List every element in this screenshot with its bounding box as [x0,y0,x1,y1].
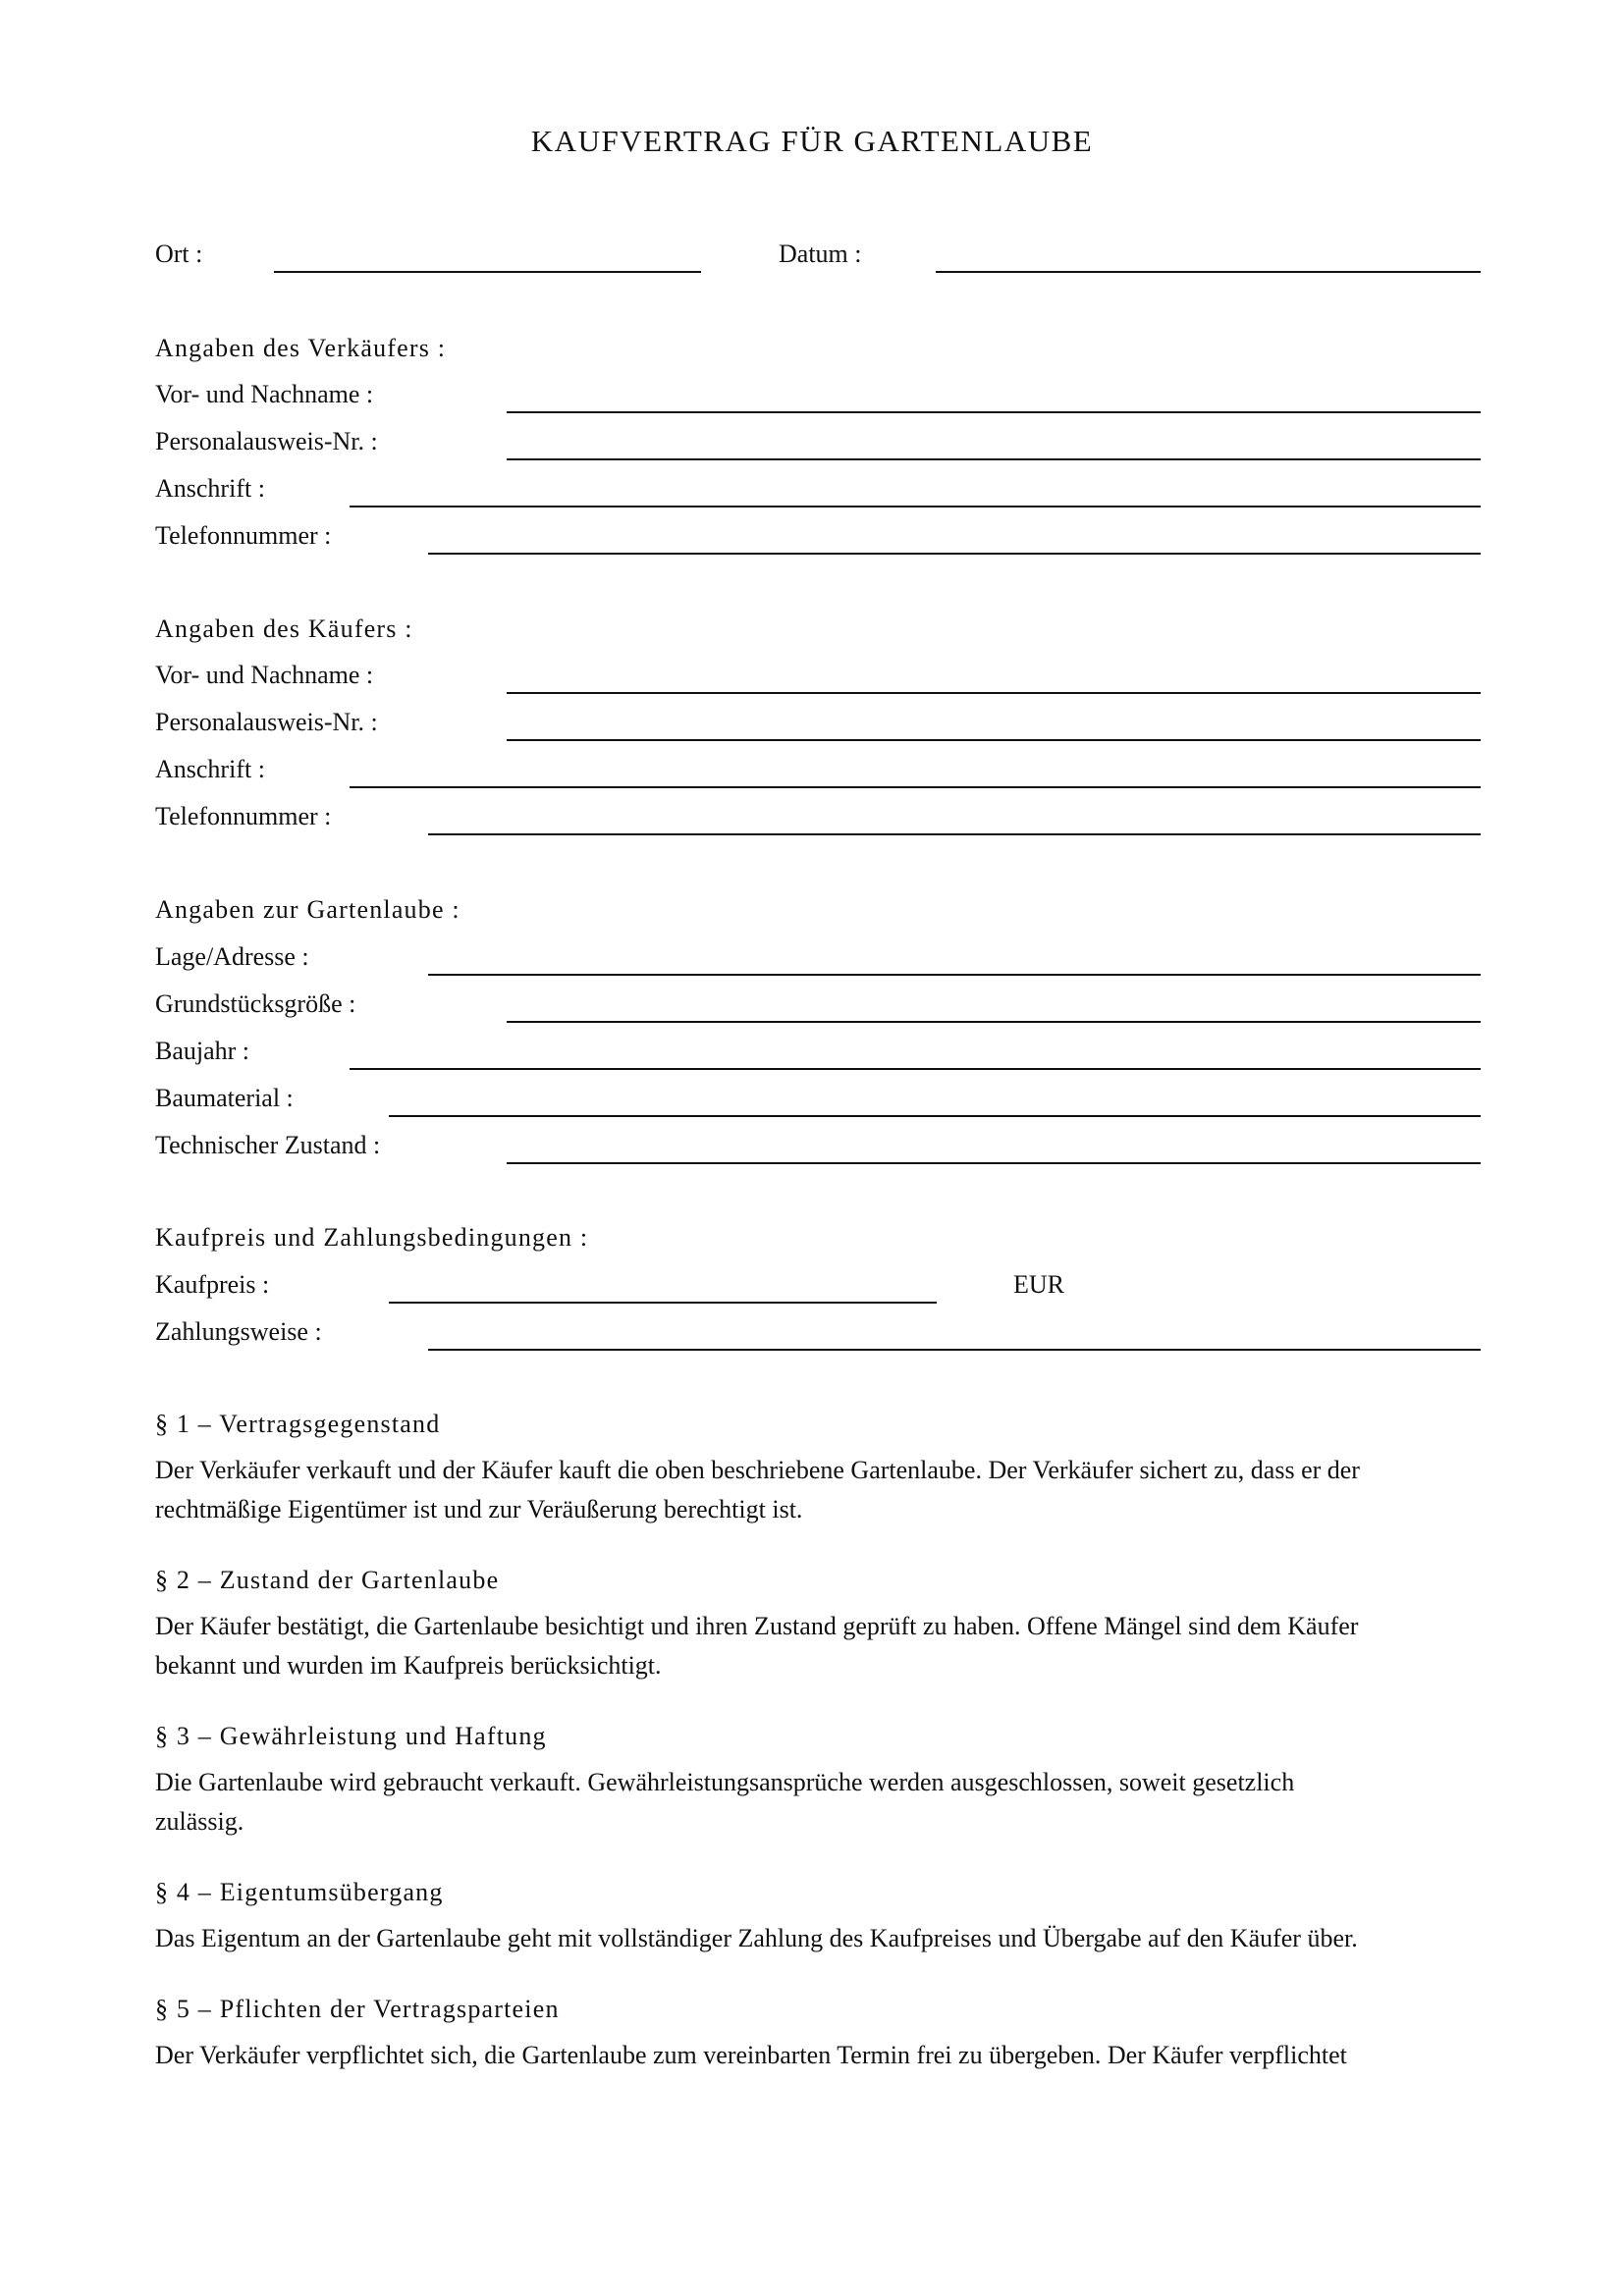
seller-id-field[interactable] [507,458,1481,460]
property-material-field[interactable] [389,1115,1481,1117]
property-size-label: Grundstücksgröße : [155,989,356,1018]
datum-label: Datum : [779,240,862,268]
section-3-text [155,1763,1481,1842]
section-3-heading: § 3 – Gewährleistung und Haftung [155,1722,547,1750]
section-5-line-1: Der Verkäufer verpflichtet sich, die Gartenlaube zum vereinbarten Termin frei zu übergeben. Der Käufer verpflichtet [155,2041,1347,2069]
section-4-heading: § 4 – Eigentumsübergang [155,1878,444,1906]
seller-phone-field[interactable] [428,553,1481,555]
buyer-heading: Angaben des Käufers : [155,614,413,643]
property-location-field[interactable] [428,974,1481,976]
seller-id-label: Personalausweis-Nr. : [155,427,378,455]
document-title: KAUFVERTRAG FÜR GARTENLAUBE [530,124,1094,158]
price-label: Kaufpreis : [155,1270,270,1299]
property-location-label: Lage/Adresse : [155,942,309,971]
seller-phone-label: Telefonnummer : [155,521,332,550]
section-2-heading: § 2 – Zustand der Gartenlaube [155,1566,500,1594]
buyer-id-field[interactable] [507,739,1481,741]
section-4-text [155,1919,1481,1958]
property-condition-field[interactable] [507,1162,1481,1164]
payment-method-field[interactable] [428,1349,1481,1351]
property-year-field[interactable] [350,1068,1481,1070]
section-1-line-1: Der Verkäufer verkauft und der Käufer kauft die oben beschriebene Gartenlaube. Der Verkäufer sichert zu, dass er der [155,1456,1360,1484]
section-2-line-1: Der Käufer bestätigt, die Gartenlaube besichtigt und ihren Zustand geprüft zu haben. Offene Mängel sind dem Käufer [155,1612,1359,1640]
property-year-label: Baujahr : [155,1037,250,1065]
buyer-name-field[interactable] [507,692,1481,694]
seller-name-label: Vor- und Nachname : [155,380,374,408]
section-2-text [155,1607,1481,1685]
ort-label: Ort : [155,240,203,268]
property-condition-label: Technischer Zustand : [155,1131,381,1159]
buyer-phone-label: Telefonnummer : [155,802,332,830]
buyer-phone-field[interactable] [428,833,1481,835]
payment-heading: Kaufpreis und Zahlungsbedingungen : [155,1223,589,1252]
section-4-line-1: Das Eigentum an der Gartenlaube geht mit vollständiger Zahlung des Kaufpreises und Übergabe auf den Käufer über. [155,1924,1358,1952]
payment-method-label: Zahlungsweise : [155,1317,322,1346]
buyer-name-label: Vor- und Nachname : [155,661,374,689]
datum-field[interactable] [936,271,1481,273]
seller-name-field[interactable] [507,411,1481,413]
seller-address-label: Anschrift : [155,474,265,503]
property-material-label: Baumaterial : [155,1084,294,1112]
section-3-line-1: Die Gartenlaube wird gebraucht verkauft. Gewährleistungsansprüche werden ausgeschlossen, soweit gesetzlich [155,1768,1295,1796]
section-2-line-2: bekannt und wurden im Kaufpreis berücksichtigt. [155,1651,662,1680]
buyer-id-label: Personalausweis-Nr. : [155,708,378,736]
ort-field[interactable] [274,271,701,273]
section-1-heading: § 1 – Vertragsgegenstand [155,1410,441,1438]
price-field[interactable] [389,1302,937,1304]
seller-address-field[interactable] [350,506,1481,507]
seller-heading: Angaben des Verkäufers : [155,334,447,362]
buyer-address-label: Anschrift : [155,755,265,783]
currency-label: EUR [1013,1270,1064,1299]
buyer-address-field[interactable] [350,786,1481,788]
section-3-line-2: zulässig. [155,1807,244,1836]
property-heading: Angaben zur Gartenlaube : [155,895,460,924]
property-size-field[interactable] [507,1021,1481,1023]
section-1-text [155,1451,1481,1529]
section-1-line-2: rechtmäßige Eigentümer ist und zur Veräußerung berechtigt ist. [155,1495,803,1523]
section-5-text [155,2036,1481,2075]
section-5-heading: § 5 – Pflichten der Vertragsparteien [155,1995,560,2023]
